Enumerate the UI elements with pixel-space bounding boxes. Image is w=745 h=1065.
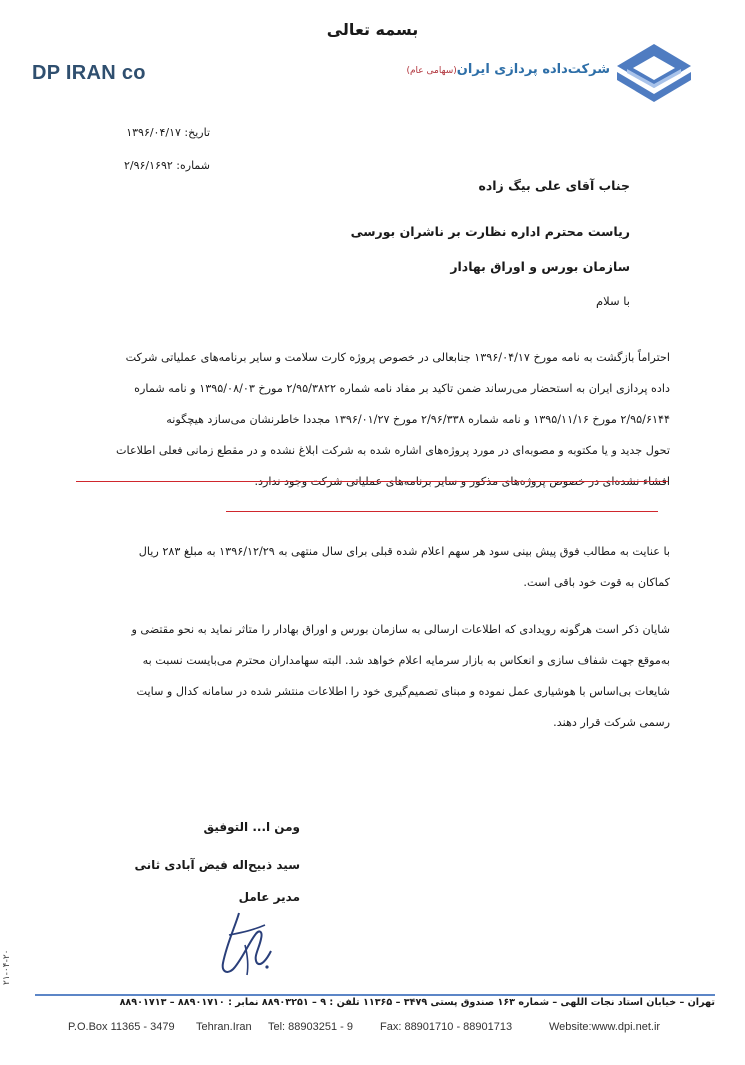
paragraph-line: احتراماً بازگشت به نامه مورخ ۱۳۹۶/۰۴/۱۷ جنابعالی در خصوص پروژه کارت سلامت و سایر برنامه‌های عملیاتی شرکت [125,351,670,364]
body-paragraph-2 [70,536,670,598]
paragraph-line: تحول جدید و یا مکتوبه و مصوبه‌ای در مورد پروژه‌های اشاره شده به شرکت ابلاغ نشده و در مقطع زمانی فعلی اطلاعات [116,444,670,457]
footer-persian-address: تهران – خیابان استاد نجات اللهی – شماره ۱۶۳ صندوق پستی ۳۴۷۹ – ۱۱۳۶۵ تلفن : ۹ – ۸۸۹۰۳۲۵۱ نمابر : ۸۸۹۰۱۷۱۰ – ۸۸۹۰۱۷۱۳ [119,997,715,1008]
footer-city: Tehran.Iran [196,1021,252,1033]
red-underline [226,511,658,512]
body-paragraph-3 [70,614,670,738]
recipient-organization: سازمان بورس و اوراق بهادار [450,259,630,274]
body-paragraph-1 [70,342,670,497]
signatory-name: سید ذبیح‌اله فیض آبادی ثانی [134,858,300,872]
paragraph-line: ۲/۹۵/۶۱۴۴ مورخ ۱۳۹۵/۱۱/۱۶ و نامه شماره ۲/۹۶/۳۳۸ مورخ ۱۳۹۶/۰۱/۲۷ مجددا خاطرنشان می‌سازد هیچگونه [166,413,670,426]
paragraph-line: داده پردازی ایران به استحضار می‌رساند ضمن تاکید بر مفاد نامه شماره ۲/۹۵/۳۸۲۲ مورخ ۱۳۹۵/۰۸/۰۳ و نامه شماره [134,382,670,395]
persian-company-name [395,62,610,77]
footer-pobox: P.O.Box 11365 - 3479 [68,1021,175,1033]
letter-number [90,159,210,172]
recipient-position: ریاست محترم اداره نظارت بر ناشران بورسی [350,224,630,239]
margin-note-text: ۲۱-۰۴-۲۰ [2,949,12,985]
basmala-heading: بسمه تعالی [326,20,419,39]
paragraph-line: افشاء نشده‌ای در خصوص پروژه‌های مذکور و سایر برنامه‌های عملیاتی شرکت وجود ندارد. [254,475,670,488]
greeting: با سلام [596,294,630,308]
persian-company-title: شرکت‌داده پردازی ایران [456,62,610,77]
handwritten-signature-icon [205,905,285,980]
red-underline [76,481,668,482]
margin-note [2,880,14,990]
footer-tel: Tel: 88903251 - 9 [268,1021,354,1033]
closing-phrase: ومن ا... التوفیق [203,820,300,834]
footer-divider [35,994,715,996]
recipient-name: جناب آقای علی بیگ زاده [478,178,630,193]
paragraph-line: به‌موقع جهت شفاف سازی و انعکاس به بازار سرمایه اعلام خواهد شد. البته سهامداران محترم می‌بایست نسبت به [142,654,670,667]
persian-company-suffix: (سهامی عام) [406,66,457,76]
number-label: شماره: [176,159,210,172]
date-value: ۱۳۹۶/۰۴/۱۷ [126,126,181,139]
signatory-title: مدیر عامل [238,890,300,904]
paragraph-line: رسمی شرکت قرار دهند. [553,716,670,729]
paragraph-line: کماکان به قوت خود باقی است. [523,576,670,589]
letter-date [90,126,210,139]
footer-fax: Fax: 88901710 - 88901713 [380,1021,513,1033]
number-value: ۲/۹۶/۱۶۹۲ [124,159,173,172]
paragraph-line: با عنایت به مطالب فوق پیش بینی سود هر سهم اعلام شده قبلی برای سال منتهی به ۱۳۹۶/۱۲/۲۹ به مبلغ ۲۸۳ ریال [138,545,670,558]
paragraph-line: شایعات بی‌اساس با هوشیاری عمل نموده و مبنای تصمیم‌گیری خود را اطلاعات منتشر شده در سامانه کدال و سایت [136,685,670,698]
date-label: تاریخ: [184,126,210,139]
paragraph-line: شایان ذکر است هرگونه رویدادی که اطلاعات ارسالی به سازمان بورس و اوراق بهادار را متاثر نماید به نحو مقتضی و [131,623,670,636]
company-logo-icon [615,42,693,102]
footer-website: Website:www.dpi.net.ir [549,1021,661,1033]
english-company-name: DP IRAN co [32,62,146,84]
